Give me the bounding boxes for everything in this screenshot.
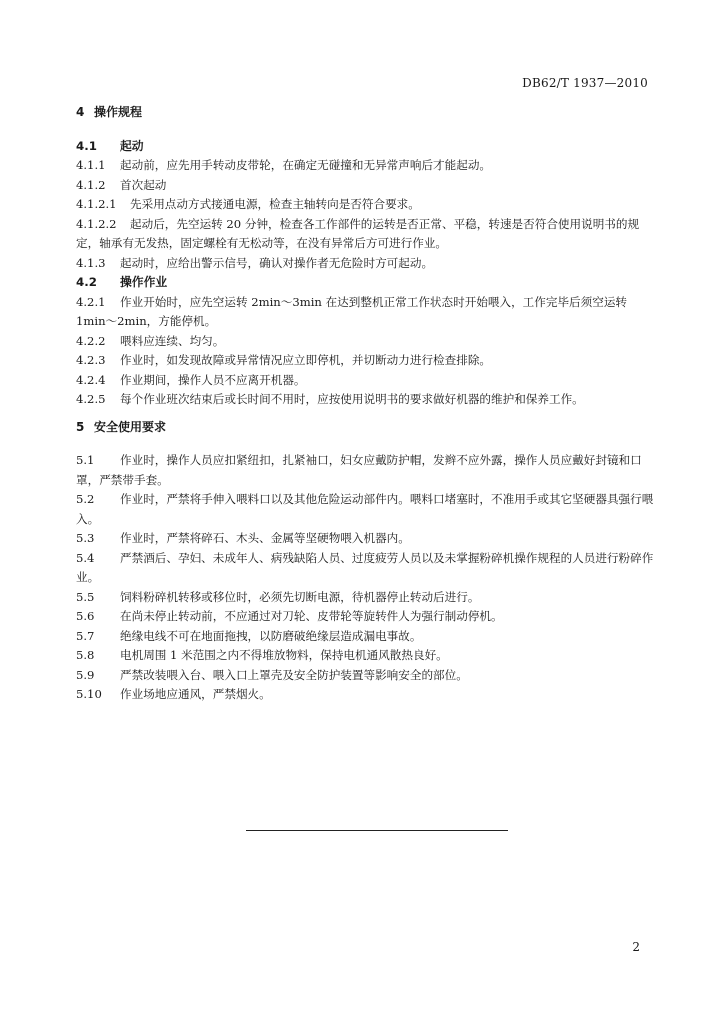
clause-text: 作业时，如发现故障或异常情况应立即停机，并切断动力进行检查排除。 (120, 353, 492, 367)
clause-number: 4.1.1 (76, 158, 106, 172)
clause-text: 起动后，先空运转 20 分钟，检查各工作部件的运转是否正常、平稳，转速是否符合使用说明书的规定，轴承有无发热，固定螺栓有无松动等，在没有异常后方可进行作业。 (76, 216, 640, 250)
clause-text: 电机周围 1 米范围之内不得堆放物料，保持电机通风散热良好。 (120, 648, 448, 662)
clause-number: 4.2.4 (76, 372, 106, 387)
document-body (76, 103, 654, 705)
clause-4-1-3 (76, 254, 654, 274)
clause-text: 饲料粉碎机转移或移位时，必须先切断电源，待机器停止转动后进行。 (120, 589, 480, 604)
clause-number: 5.1 (76, 453, 95, 467)
clause-number: 4.2.3 (76, 353, 106, 367)
clause-number: 5.9 (76, 667, 95, 682)
clause-text: 起动前，应先用手转动皮带轮，在确定无碰撞和无异常声响后才能起动。 (120, 158, 492, 172)
clause-text: 作业场地应通风，严禁烟火。 (120, 687, 271, 701)
clause-number: 5.8 (76, 648, 95, 662)
clause-number: 4.1.2 (76, 177, 106, 192)
clause-text: 作业时，严禁将碎石、木头、金属等坚硬物喂入机器内。 (120, 531, 410, 545)
clause-4-2-5 (76, 390, 654, 410)
clause-5-9 (76, 666, 654, 686)
clause-text: 首次起动 (120, 177, 167, 192)
clause-text: 在尚未停止转动前，不应通过对刀轮、皮带轮等旋转件人为强行制动停机。 (120, 609, 503, 623)
clause-text: 起动时，应给出警示信号，确认对操作者无危险时方可起动。 (120, 255, 434, 270)
subsection-4-1-heading (76, 137, 654, 157)
clause-text: 作业时，严禁将手伸入喂料口以及其他危险运动部件内。喂料口堵塞时，不准用手或其它坚硬器具强行喂入。 (76, 492, 654, 526)
clause-5-6 (76, 607, 654, 627)
section-number: 5 (76, 419, 85, 434)
section-5-heading (76, 418, 654, 438)
page-number: 2 (632, 940, 640, 954)
clause-number: 5.5 (76, 589, 95, 604)
clause-number: 4.1.2.1 (76, 197, 117, 211)
subsection-title: 操作作业 (120, 275, 168, 289)
clause-5-1 (76, 451, 654, 490)
section-number: 4 (76, 105, 85, 119)
clause-text: 绝缘电线不可在地面拖拽，以防磨破绝缘层造成漏电事故。 (120, 628, 422, 643)
section-title: 安全使用要求 (94, 419, 167, 434)
section-4-heading (76, 103, 654, 123)
clause-text: 先采用点动方式接通电源，检查主轴转向是否符合要求。 (130, 197, 420, 211)
clause-text: 严禁改装喂入台、喂入口上罩壳及安全防护装置等影响安全的部位。 (120, 667, 468, 682)
clause-5-5 (76, 588, 654, 608)
clause-text: 每个作业班次结束后或长时间不用时，应按使用说明书的要求做好机器的维护和保养工作。 (120, 392, 584, 406)
clause-4-2-3 (76, 351, 654, 371)
clause-number: 5.10 (76, 687, 102, 701)
clause-number: 4.2.5 (76, 392, 106, 406)
clause-number: 5.3 (76, 531, 95, 545)
clause-number: 5.7 (76, 628, 95, 643)
clause-4-2-2 (76, 332, 654, 352)
subsection-title: 起动 (120, 138, 144, 153)
clause-4-1-2-2 (76, 215, 654, 254)
clause-4-2-4 (76, 371, 654, 391)
clause-5-8 (76, 646, 654, 666)
clause-text: 喂料应连续、均匀。 (120, 333, 225, 348)
standard-code: DB62/T 1937—2010 (522, 76, 648, 90)
subsection-4-2-heading (76, 273, 654, 293)
end-divider-line (246, 830, 508, 831)
clause-number: 4.1.2.2 (76, 216, 117, 231)
clause-text: 作业时，操作人员应扣紧纽扣，扎紧袖口，妇女应戴防护帽，发辫不应外露，操作人员应戴好封镜和口罩，严禁带手套。 (76, 453, 642, 487)
clause-number: 5.4 (76, 550, 95, 565)
clause-text: 严禁酒后、孕妇、未成年人、病残缺陷人员、过度疲劳人员以及未掌握粉碎机操作规程的人员进行粉碎作业。 (76, 550, 654, 584)
subsection-number: 4.2 (76, 275, 97, 289)
clause-5-10 (76, 685, 654, 705)
clause-4-1-2-1 (76, 195, 654, 215)
clause-5-2 (76, 490, 654, 529)
clause-number: 5.6 (76, 609, 95, 623)
clause-text: 作业开始时，应先空运转 2min～3min 在达到整机正常工作状态时开始喂入，工作完毕后须空运转 1min～2min，方能停机。 (76, 294, 628, 328)
clause-5-3 (76, 529, 654, 549)
clause-number: 5.2 (76, 492, 95, 506)
clause-number: 4.2.2 (76, 333, 106, 348)
clause-number: 4.2.1 (76, 294, 106, 309)
clause-5-4 (76, 549, 654, 588)
section-title: 操作规程 (94, 105, 143, 119)
clause-4-1-1 (76, 156, 654, 176)
subsection-number: 4.1 (76, 138, 97, 153)
clause-4-1-2 (76, 176, 654, 196)
clause-4-2-1 (76, 293, 654, 332)
clause-number: 4.1.3 (76, 255, 106, 270)
clause-5-7 (76, 627, 654, 647)
clause-text: 作业期间，操作人员不应离开机器。 (120, 372, 306, 387)
